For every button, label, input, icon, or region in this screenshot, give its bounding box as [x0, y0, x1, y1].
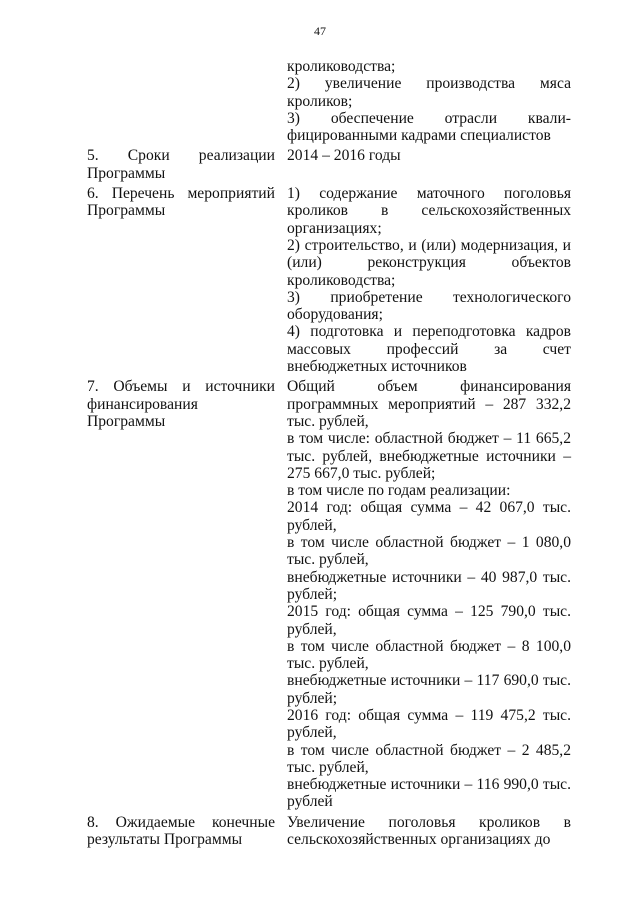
content-line: в том числе: областной бюджет – 11 665,2 тыс. рублей, внебюджетные источники – 275 667,0 тыс. рублей; [287, 430, 571, 482]
row-content [287, 147, 571, 164]
content-line: 2) строительство, и (или) модернизация, и (или) реконструкция объектов кролиководства; [287, 236, 571, 289]
row-content [287, 814, 571, 849]
row-label: 5. Сроки реализации Программы [87, 147, 275, 182]
program-passport-table [87, 58, 571, 848]
content-line: 2016 год: общая сумма – 119 475,2 тыс. рублей, [287, 706, 571, 742]
content-line: 2014 год: общая сумма – 42 067,0 тыс. рублей, [287, 499, 571, 534]
content-line: в том числе областной бюджет – 1 080,0 тыс. рублей, [287, 534, 571, 569]
content-line: внебюджетные источники – 40 987,0 тыс. рублей; [287, 568, 571, 603]
row-label: 6. Перечень мероприятий Программы [87, 185, 275, 220]
content-line: Увеличение поголовья кроликов в сельскохозяйственных организациях до [287, 813, 571, 849]
content-line: в том числе областной бюджет – 2 485,2 тыс. рублей, [287, 741, 571, 776]
row-content [287, 185, 571, 375]
content-line: 4) подготовка и переподготовка кадров массовых профессий за счет внебюджетных источников [287, 323, 571, 376]
content-line: Общий объем финансирования программных мероприятий – 287 332,2 тыс. рублей, [287, 378, 571, 430]
table-row [87, 814, 571, 849]
table-row [87, 147, 571, 182]
row-content [287, 58, 571, 144]
content-line: 3) обеспечение отрасли квали-фицированными кадрами специалистов [287, 109, 571, 145]
content-line: 2) увеличение производства мяса кроликов; [287, 75, 571, 110]
row-label: 7. Объемы и источники финансирования Программы [87, 378, 275, 430]
table-row [87, 185, 571, 375]
content-line: кролиководства; [287, 58, 396, 75]
row-label: 8. Ожидаемые конечные результаты Программы [87, 813, 275, 849]
table-row [87, 378, 571, 810]
content-line: 1) содержание маточного поголовья кроликов в сельскохозяйственных организациях; [287, 185, 571, 237]
content-line: внебюджетные источники – 117 690,0 тыс. рублей; [287, 672, 571, 707]
row-content [287, 378, 571, 810]
table-row [87, 58, 571, 144]
page-number: 47 [314, 24, 326, 38]
content-line: 2014 – 2016 годы [287, 147, 401, 165]
content-line: в том числе по годам реализации: [287, 482, 511, 500]
content-line: 3) приобретение технологического оборудования; [287, 288, 571, 324]
content-line: в том числе областной бюджет – 8 100,0 тыс. рублей, [287, 637, 571, 673]
content-line: внебюджетные источники – 116 990,0 тыс. рублей [287, 776, 571, 811]
content-line: 2015 год: общая сумма – 125 790,0 тыс. рублей, [287, 603, 571, 638]
